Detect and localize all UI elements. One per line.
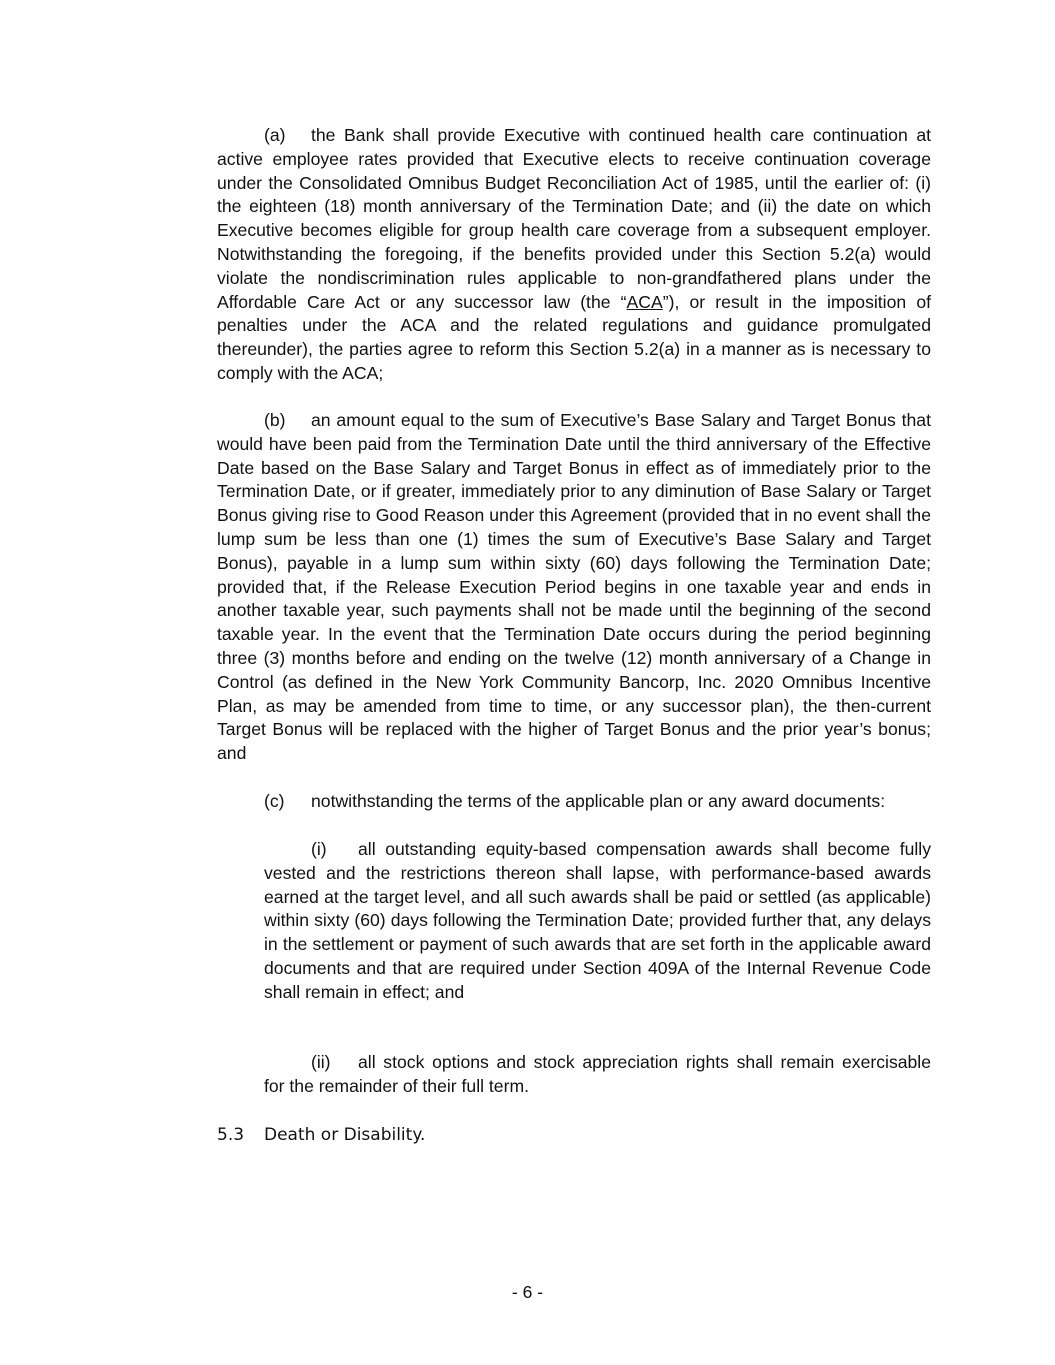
paragraph-text: notwithstanding the terms of the applicable plan or any award documents:	[311, 791, 886, 811]
paragraph-text: the Bank shall provide Executive with continued health care continuation at active employee rates provided that Executive elects to receive continuation coverage under the Consolidated Omnibus Budget Reconciliation Act of 1985, until the earlier of: (i) the eighteen (18) month anniversary of the Termination Date; and (ii) the date on which Executive becomes eligible for group health care coverage from a subsequent employer. Notwithstanding the foregoing, if the benefits provided under this Section 5.2(a) would violate the nondiscrimination rules applicable to non-grandfathered plans under the Affordable Care Act or any successor law (the “	[217, 125, 931, 312]
section-title: Death or Disability.	[264, 1125, 426, 1145]
paragraph-text: all outstanding equity-based compensation awards shall become fully vested and the restrictions thereon shall lapse, with performance-based awards earned at the target level, and all such awards shall be paid or settled (as applicable) within sixty (60) days following the Termination Date; provided further that, any delays in the settlement or payment of such awards that are set forth in the applicable award documents and that are required under Section 409A of the Internal Revenue Code shall remain in effect; and	[264, 839, 931, 1002]
defined-term: ACA	[626, 291, 663, 312]
paragraph-a	[217, 124, 931, 386]
paragraph-text-continued: ”), or result in the imposition of penalties under the ACA and the related regulations and guidance promulgated thereunder), the parties agree to reform this Section 5.2(a) in a manner as is necessary to comply with the ACA;	[217, 291, 931, 383]
paragraph-b	[217, 409, 931, 766]
page-number: - 6 -	[511, 1282, 544, 1302]
paragraph-text: an amount equal to the sum of Executive’s Base Salary and Target Bonus that would have been paid from the Termination Date until the third anniversary of the Effective Date based on the Base Salary and Target Bonus in effect as of immediately prior to the Termination Date, or if greater, immediately prior to any diminution of Base Salary or Target Bonus giving rise to Good Reason under this Agreement (provided that in no event shall the lump sum be less than one (1) times the sum of Executive’s Base Salary and Target Bonus), payable in a lump sum within sixty (60) days following the Termination Date; provided that, if the Release Execution Period begins in one taxable year and ends in another taxable year, such payments shall not be made until the beginning of the second taxable year. In the event that the Termination Date occurs during the period beginning three (3) months before and ending on the twelve (12) month anniversary of a Change in Control (as defined in the New York Community Bancorp, Inc. 2020 Omnibus Incentive Plan, as may be amended from time to time, or any successor plan), the then-current Target Bonus will be replaced with the higher of Target Bonus and the prior year’s bonus; and	[217, 410, 931, 764]
paragraph-c	[217, 790, 931, 814]
paragraph-label: (b)	[264, 410, 286, 430]
paragraph-label: (ii)	[311, 1052, 331, 1072]
section-number: 5.3	[217, 1125, 245, 1145]
paragraph-label: (a)	[264, 125, 286, 145]
paragraph-label: (c)	[264, 791, 285, 811]
subparagraph-ii	[264, 1051, 931, 1099]
section-heading	[217, 1123, 425, 1147]
subparagraph-i	[264, 838, 931, 1005]
paragraph-text: all stock options and stock appreciation rights shall remain exercisable for the remainder of their full term.	[264, 1052, 931, 1096]
paragraph-label: (i)	[311, 839, 327, 859]
